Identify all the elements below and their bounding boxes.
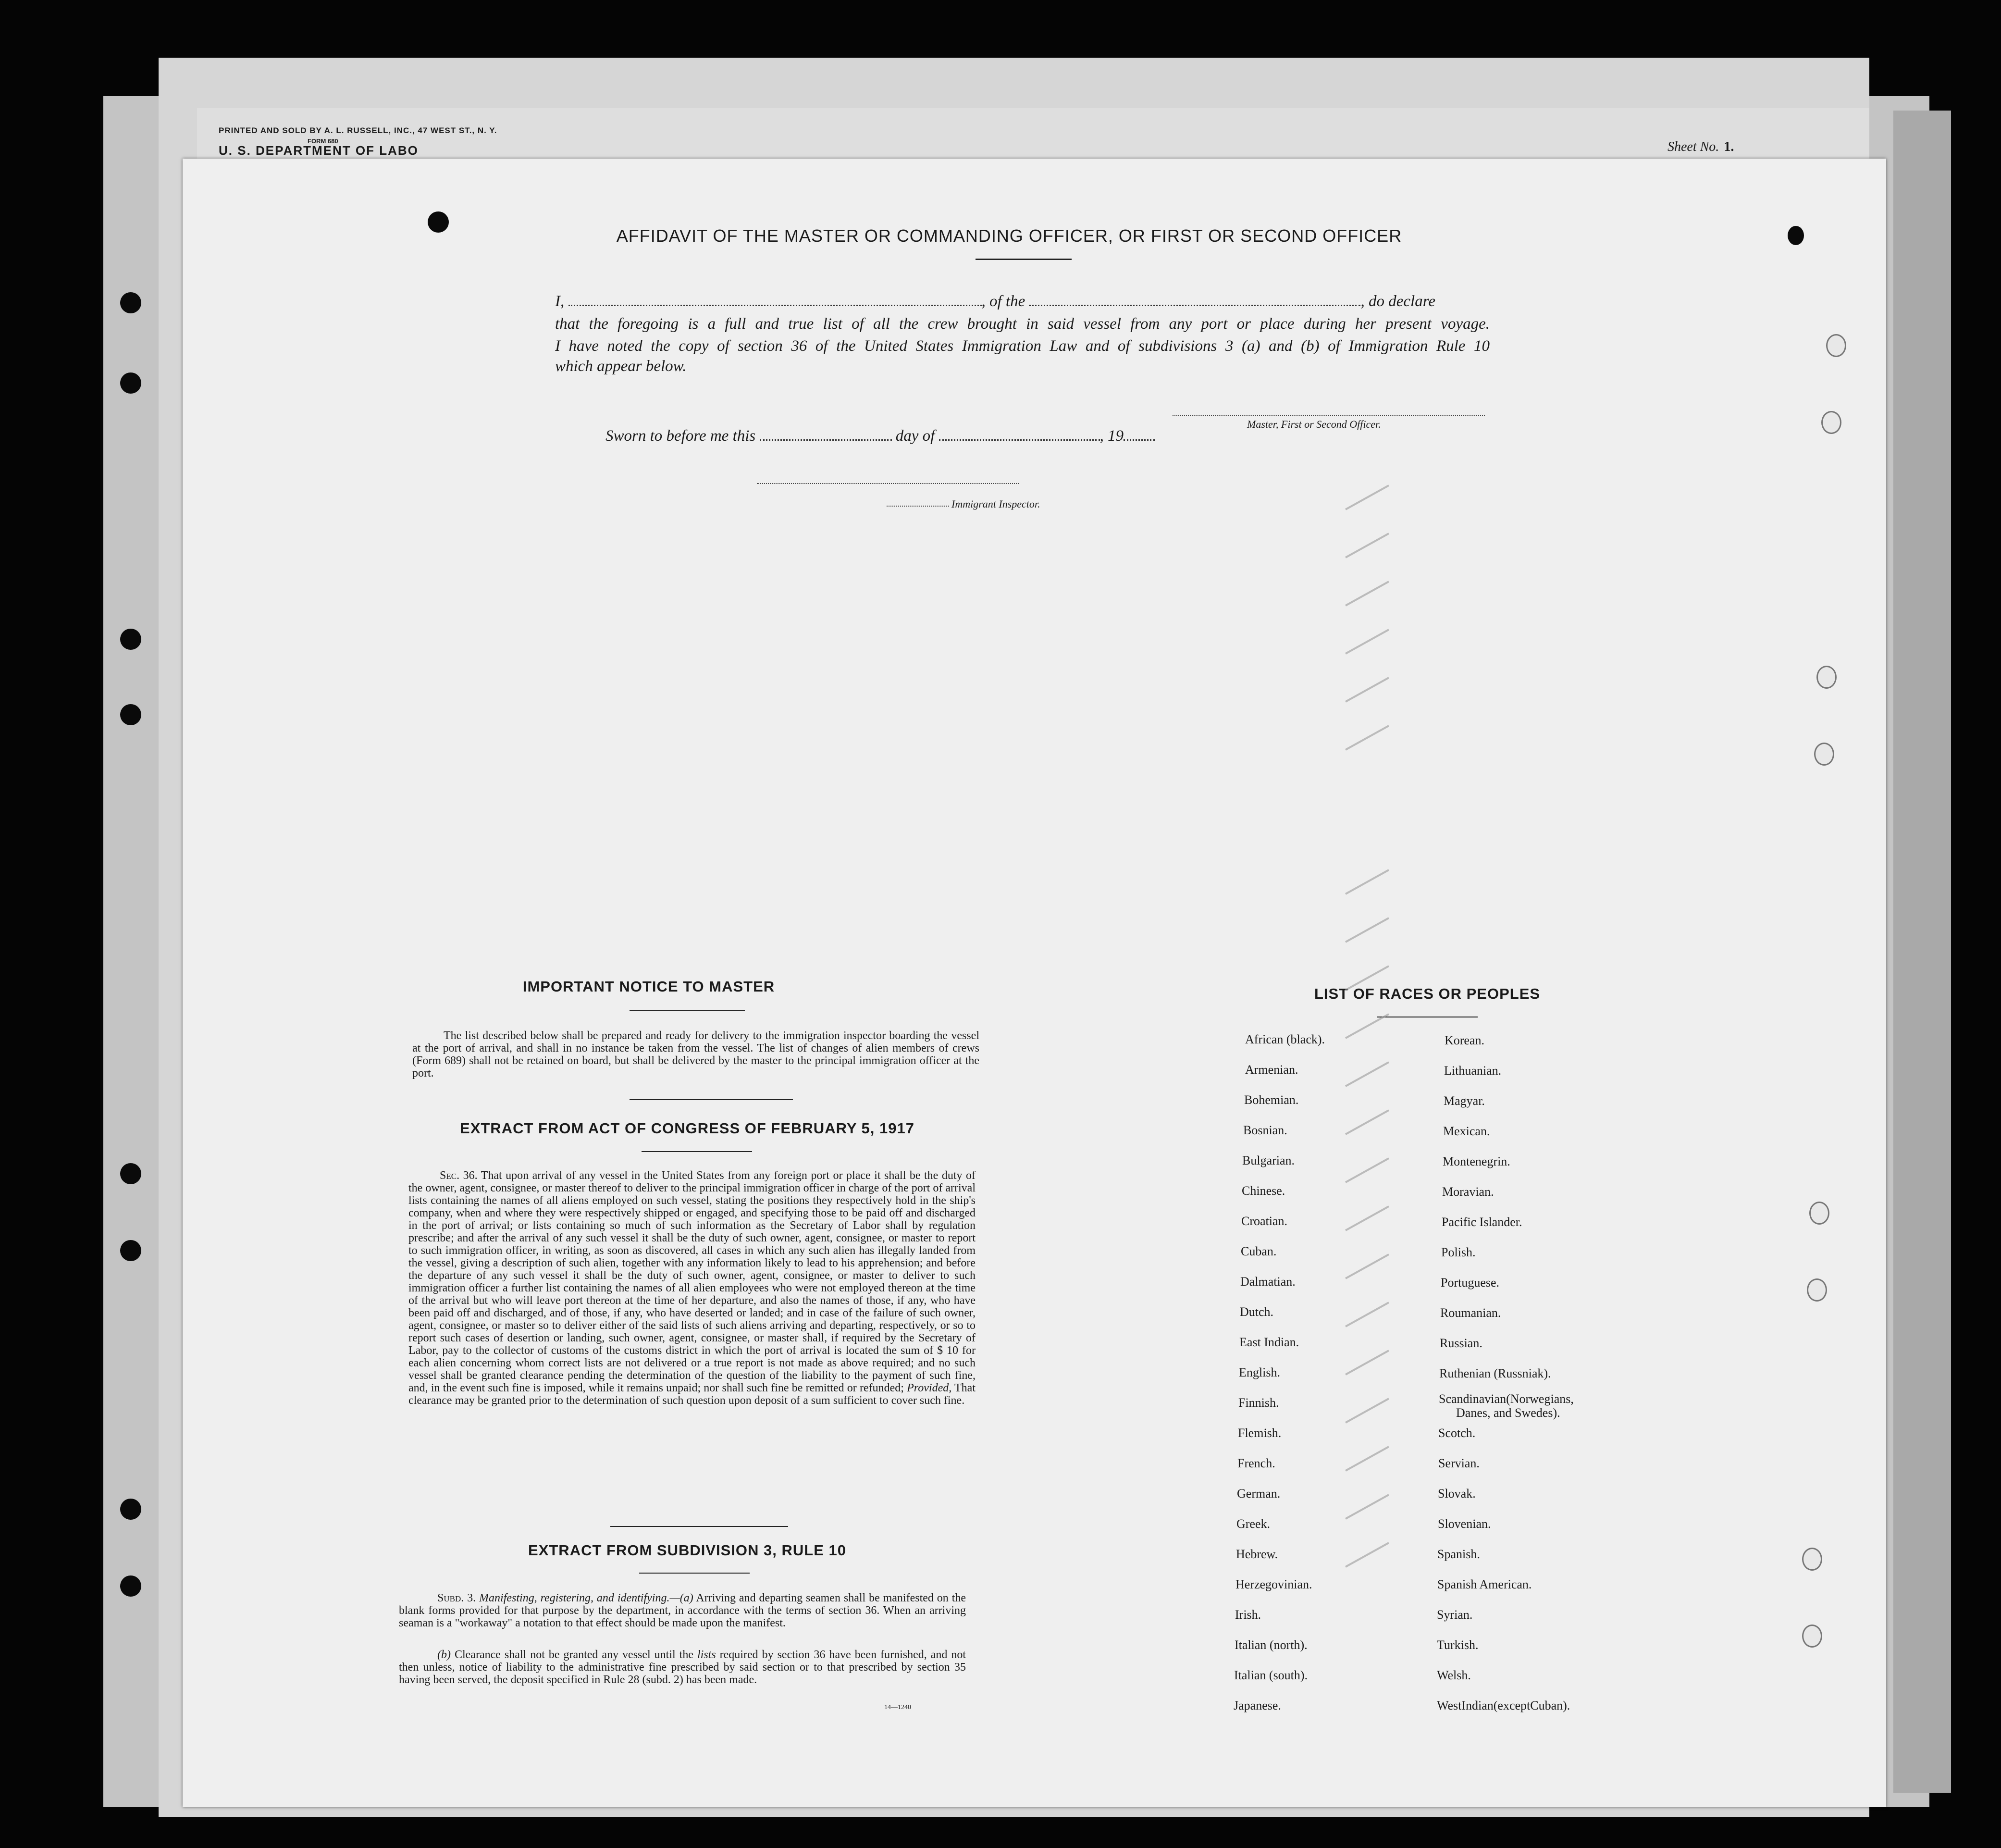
- races-title: LIST OF RACES OR PEOPLES: [1314, 985, 1541, 1002]
- race-item: Turkish.: [1437, 1638, 1479, 1652]
- race-item: Scotch.: [1438, 1426, 1476, 1440]
- race-item: Mexican.: [1443, 1124, 1490, 1138]
- race-item: African (black).: [1245, 1032, 1325, 1046]
- master-signature-caption: Master, First or Second Officer.: [1247, 418, 1381, 430]
- master-name-field[interactable]: [568, 305, 982, 306]
- race-item: Cuban.: [1241, 1244, 1277, 1258]
- race-item: Montenegrin.: [1443, 1154, 1510, 1168]
- inspector-caption: Immigrant Inspector.: [951, 498, 1040, 510]
- race-item: English.: [1239, 1365, 1280, 1379]
- race-item: Polish.: [1441, 1245, 1476, 1259]
- race-item: Russian.: [1440, 1336, 1482, 1350]
- race-item: Welsh.: [1437, 1668, 1471, 1682]
- sworn-day-field[interactable]: [760, 439, 892, 441]
- sworn-line: Sworn to before me this day of , 19: [605, 425, 1230, 447]
- printer-imprint: PRINTED AND SOLD BY A. L. RUSSELL, INC., 47 WEST ST., N. Y.: [219, 126, 497, 135]
- binder-hole: [1807, 1278, 1827, 1302]
- race-item: East Indian.: [1239, 1335, 1299, 1349]
- binder-hole: [1802, 1548, 1822, 1571]
- pencil-tick-marks: [1336, 481, 1413, 1634]
- binder-hole: [120, 704, 141, 725]
- races-list-right: [1437, 1033, 1639, 1711]
- form-number-header: FORM 680: [308, 137, 338, 145]
- divider: [887, 506, 949, 507]
- torn-hole: [428, 211, 449, 233]
- act-extract-text: Sec. 36. That upon arrival of any vessel in the United States from any foreign port or place it shall be the duty of the owner, agent, consignee, or master thereof to deliver to the principal immigration officer in charge of the port of arrival lists containing the names of all aliens employed on such vessel, stating the positions they respectively hold in the ship's company, when and where they were respectively shipped or engaged, and specifying those to be paid off and discharged in the port of arrival; or lists containing so much of such information as the Secretary of Labor shall by regulation prescribe; and after the arrival of any such vessel it shall be the duty of such owner, agent, consignee, or master to report to such immigration officer, in writing, as soon as discovered, all cases in which any such alien has illegally landed from the vessel, giving a description of such alien, together with any information likely to lead to his apprehension; and before the departure of any such vessel it shall be the duty of such owner, agent, consignee, or master to deliver to such immigration officer a further list containing the names of all alien employees who were not employed thereon at the time of the arrival but who will leave port thereon at the time of her departure, and also the names of those, if any, who have been paid off and discharged, and of those, if any, who have deserted or landed; and in case of the failure of such owner, agent, consignee, or master so to deliver either of the said lists of such aliens arriving and departing, respectively, or so to report such cases of desertion or landing, such owner, agent, consignee, or master shall, if required by the Secretary of Labor, pay to the collector of customs of the customs district in which the port of arrival is located the sum of $ 10 for each alien concerning whom correct lists are not delivered or a true report is not made as above required; and no such vessel shall be granted clearance pending the determination of the question of the liability to the payment of such fine, and, in the event such fine is imposed, while it remains unpaid; nor shall such fine be remitted or refunded; Provided, That clearance may be granted prior to the determination of such question upon deposit of a sum sufficient to cover such fine.: [408, 1169, 976, 1407]
- race-item: Chinese.: [1242, 1184, 1285, 1198]
- race-item: German.: [1237, 1487, 1281, 1501]
- divider: [642, 1151, 752, 1152]
- race-item: Korean.: [1445, 1033, 1485, 1047]
- page-edge: [1893, 111, 1951, 1793]
- race-item: Bulgarian.: [1242, 1153, 1295, 1167]
- race-item: Spanish American.: [1437, 1577, 1532, 1591]
- binder-hole: [1814, 743, 1834, 766]
- race-item: Japanese.: [1234, 1699, 1281, 1712]
- divider: [610, 1526, 788, 1527]
- torn-hole: [1788, 226, 1804, 245]
- divider: [630, 1099, 793, 1100]
- race-item: Spanish.: [1437, 1547, 1480, 1561]
- declaration-line-4: which appear below.: [555, 358, 687, 375]
- race-item: Bohemian.: [1244, 1093, 1299, 1107]
- binder-hole: [1816, 666, 1837, 689]
- sworn-year-field[interactable]: [1124, 439, 1155, 441]
- race-item: Portuguese.: [1441, 1276, 1500, 1290]
- department-header: U. S. DEPARTMENT OF LABO: [219, 143, 419, 158]
- binder-hole: [1826, 334, 1846, 357]
- race-item: Servian.: [1438, 1456, 1480, 1470]
- sworn-month-field[interactable]: [939, 439, 1100, 441]
- divider: [630, 1010, 745, 1011]
- race-item: Finnish.: [1238, 1396, 1279, 1410]
- binder-hole: [1821, 411, 1841, 434]
- binder-hole: [120, 629, 141, 650]
- declaration-line-1: I, , of the , do declare: [555, 293, 1435, 310]
- binder-hole: [120, 1240, 141, 1261]
- race-item: Danes, and Swedes).: [1456, 1406, 1560, 1420]
- race-item: Slovenian.: [1438, 1517, 1491, 1531]
- sheet-number: Sheet No. 1.: [1668, 139, 1734, 154]
- race-item: Herzegovinian.: [1235, 1577, 1312, 1591]
- race-item: Greek.: [1236, 1517, 1271, 1531]
- race-item: Armenian.: [1245, 1063, 1298, 1077]
- notice-title: IMPORTANT NOTICE TO MASTER: [522, 978, 775, 995]
- race-item: Hebrew.: [1236, 1547, 1278, 1561]
- race-item: Bosnian.: [1243, 1123, 1287, 1137]
- divider: [976, 259, 1072, 260]
- vessel-name-field[interactable]: [1029, 305, 1360, 306]
- rule-extract-title: EXTRACT FROM SUBDIVISION 3, RULE 10: [528, 1542, 846, 1559]
- declaration-line-2: that the foregoing is a full and true list of all the crew brought in said vessel from any port or place during her present voyage.: [555, 315, 1490, 333]
- race-item: Moravian.: [1442, 1185, 1494, 1199]
- race-item: Irish.: [1235, 1608, 1261, 1622]
- rule-extract-text-b: (b) Clearance shall not be granted any vessel until the lists required by section 36 have been furnished, and not then unless, notice of liability to the administrative fine prescribed by said section or to that prescribed by section 35 having been served, the deposit specified in Rule 28 (subd. 2) has been made.: [399, 1649, 966, 1686]
- race-item: Dutch.: [1240, 1305, 1274, 1319]
- inspector-signature-field[interactable]: [757, 483, 1019, 484]
- binder-hole: [120, 1575, 141, 1597]
- rule-extract-text-a: Subd. 3. Manifesting, registering, and identifying.—(a) Arriving and departing seamen shall be manifested on the blank forms provided for that purpose by the department, in accordance with the terms of section 36. When an arriving seaman is a "workaway" a notation to that effect should be made upon the manifest.: [399, 1592, 966, 1629]
- race-item: Flemish.: [1238, 1426, 1282, 1440]
- race-item: Dalmatian.: [1240, 1275, 1296, 1289]
- binder-hole: [120, 1163, 141, 1184]
- race-item: Magyar.: [1444, 1094, 1485, 1108]
- binder-hole: [120, 292, 141, 313]
- divider: [639, 1573, 750, 1574]
- race-item: French.: [1237, 1456, 1275, 1470]
- master-signature-field[interactable]: [1173, 415, 1485, 416]
- binder-hole: [120, 1499, 141, 1520]
- race-item: Roumanian.: [1440, 1306, 1501, 1320]
- race-item: Slovak.: [1438, 1487, 1476, 1501]
- race-item: Syrian.: [1437, 1608, 1473, 1622]
- race-item: Ruthenian (Russniak).: [1439, 1366, 1551, 1380]
- race-item: Scandinavian(Norwegians,: [1439, 1392, 1574, 1406]
- affidavit-title: AFFIDAVIT OF THE MASTER OR COMMANDING OFFICER, OR FIRST OR SECOND OFFICER: [616, 226, 1402, 246]
- race-item: Italian (south).: [1234, 1668, 1308, 1682]
- race-item: Pacific Islander.: [1442, 1215, 1522, 1229]
- declaration-line-3: I have noted the copy of section 36 of the United States Immigration Law and of subdivisions 3 (a) and (b) of Immigration Rule 10: [555, 337, 1490, 355]
- notice-text: The list described below shall be prepared and ready for delivery to the immigration inspector boarding the vessel at the port of arrival, and shall in no instance be taken from the vessel. The list of changes of alien members of crews (Form 689) shall not be retained on board, but shall be delivered by the master to the principal immigration officer at the port.: [412, 1029, 979, 1079]
- binder-hole: [1809, 1202, 1829, 1225]
- race-item: WestIndian(exceptCuban).: [1437, 1699, 1570, 1712]
- race-item: Lithuanian.: [1444, 1064, 1502, 1078]
- binder-hole: [1802, 1625, 1822, 1648]
- race-item: Croatian.: [1241, 1214, 1288, 1228]
- race-item: Italian (north).: [1235, 1638, 1308, 1652]
- act-extract-title: EXTRACT FROM ACT OF CONGRESS OF FEBRUARY 5, 1917: [460, 1120, 914, 1137]
- binder-hole: [120, 372, 141, 394]
- form-number-footer: 14—1240: [884, 1704, 911, 1711]
